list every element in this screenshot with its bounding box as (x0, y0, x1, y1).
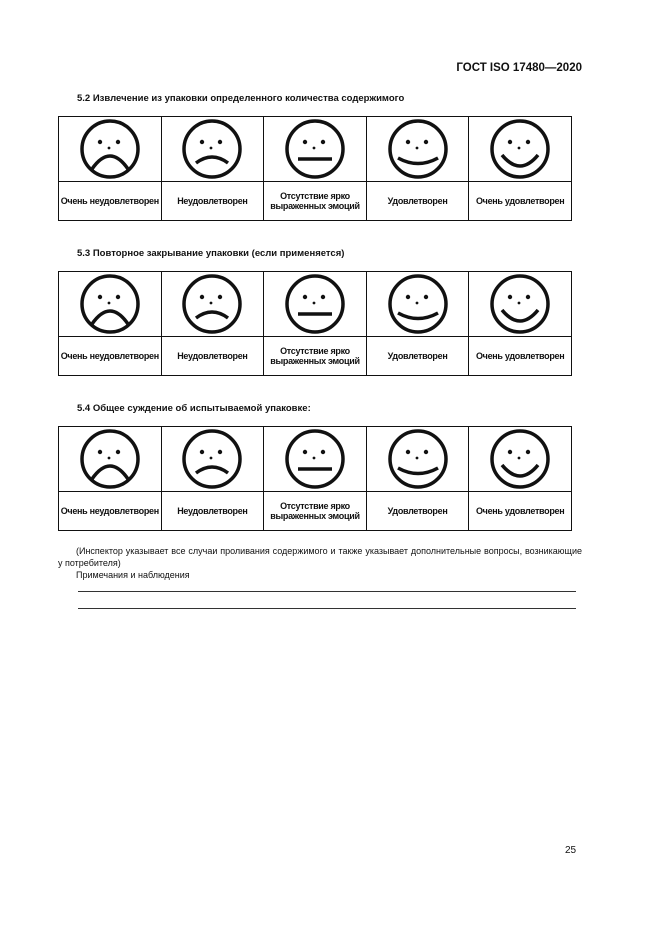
rating-label: Очень удовлетворен (469, 182, 572, 221)
rating-option-neutral[interactable] (264, 117, 367, 182)
sad-face-icon (180, 272, 244, 336)
rating-option-very-unsatisfied[interactable] (59, 117, 162, 182)
rating-label: Очень неудовлетворен (59, 492, 162, 531)
rating-option-very-unsatisfied[interactable] (59, 427, 162, 492)
rating-option-unsatisfied[interactable] (161, 272, 264, 337)
rating-option-very-satisfied[interactable] (469, 272, 572, 337)
inspector-note: (Инспектор указывает все случаи проливания содержимого и также указывает дополнительные вопросы, возникающие у потребителя) (58, 546, 582, 568)
sad-face-icon (180, 117, 244, 181)
very-happy-face-icon (488, 117, 552, 181)
neutral-face-icon (283, 272, 347, 336)
rating-label: Неудовлетворен (161, 492, 264, 531)
rating-option-satisfied[interactable] (366, 272, 469, 337)
observations-line[interactable] (78, 608, 576, 609)
rating-label: Отсутствие ярко выраженных эмоций (264, 492, 367, 531)
rating-label: Удовлетворен (366, 337, 469, 376)
very-sad-face-icon (78, 427, 142, 491)
section-title-5-4: 5.4 Общее суждение об испытываемой упаковке: (77, 403, 311, 414)
rating-label: Неудовлетворен (161, 182, 264, 221)
rating-scale-5-2 (58, 116, 572, 221)
rating-option-unsatisfied[interactable] (161, 117, 264, 182)
smile-face-icon (386, 117, 450, 181)
rating-option-neutral[interactable] (264, 427, 367, 492)
smile-face-icon (386, 272, 450, 336)
page-number: 25 (565, 845, 577, 856)
rating-option-satisfied[interactable] (366, 427, 469, 492)
rating-scale-5-3 (58, 271, 572, 376)
section-title-5-2: 5.2 Извлечение из упаковки определенного количества содержимого (77, 93, 405, 104)
rating-option-satisfied[interactable] (366, 117, 469, 182)
rating-label: Очень неудовлетворен (59, 337, 162, 376)
rating-option-neutral[interactable] (264, 272, 367, 337)
rating-label: Неудовлетворен (161, 337, 264, 376)
rating-label: Удовлетворен (366, 182, 469, 221)
rating-scale-5-4 (58, 426, 572, 531)
rating-option-very-satisfied[interactable] (469, 117, 572, 182)
neutral-face-icon (283, 427, 347, 491)
very-happy-face-icon (488, 272, 552, 336)
rating-option-very-unsatisfied[interactable] (59, 272, 162, 337)
rating-label: Очень удовлетворен (469, 337, 572, 376)
very-happy-face-icon (488, 427, 552, 491)
rating-option-unsatisfied[interactable] (161, 427, 264, 492)
very-sad-face-icon (78, 272, 142, 336)
rating-label: Очень неудовлетворен (59, 182, 162, 221)
smile-face-icon (386, 427, 450, 491)
section-title-5-3: 5.3 Повторное закрывание упаковки (если применяется) (77, 248, 345, 259)
sad-face-icon (180, 427, 244, 491)
neutral-face-icon (283, 117, 347, 181)
rating-label: Очень удовлетворен (469, 492, 572, 531)
rating-label: Удовлетворен (366, 492, 469, 531)
rating-option-very-satisfied[interactable] (469, 427, 572, 492)
observations-label: Примечания и наблюдения (76, 570, 190, 580)
observations-line[interactable] (78, 591, 576, 592)
standard-code: ГОСТ ISO 17480—2020 (456, 62, 582, 74)
very-sad-face-icon (78, 117, 142, 181)
rating-label: Отсутствие ярко выраженных эмоций (264, 182, 367, 221)
rating-label: Отсутствие ярко выраженных эмоций (264, 337, 367, 376)
